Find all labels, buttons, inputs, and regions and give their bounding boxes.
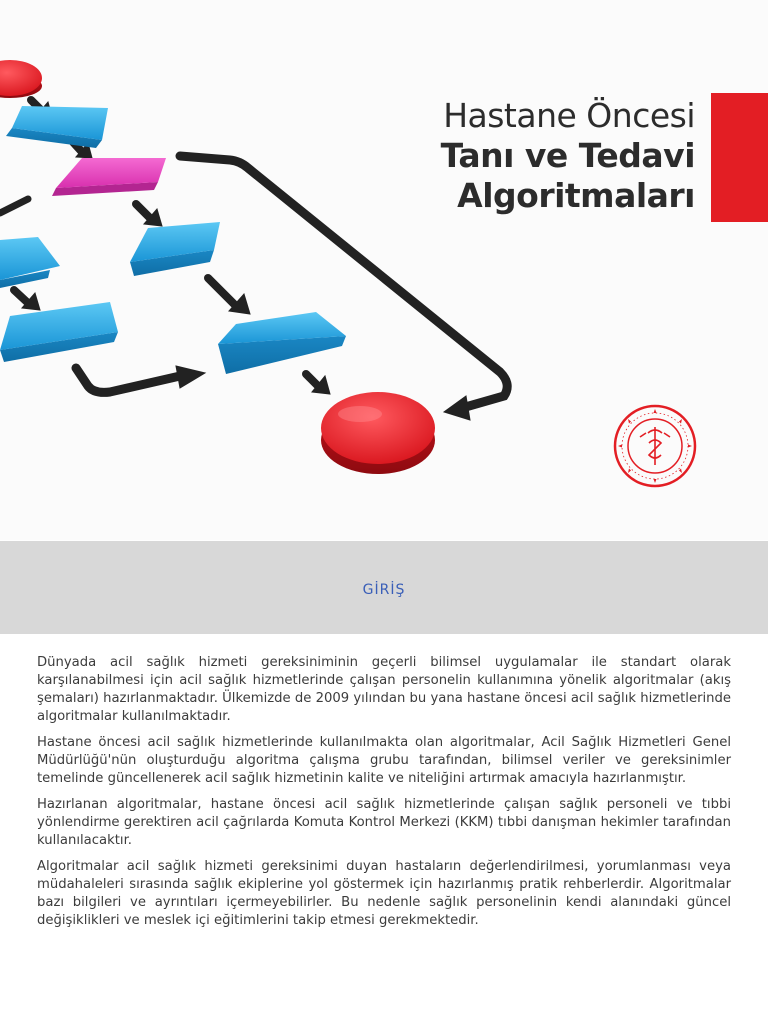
cover-title — [441, 96, 695, 216]
end-terminal — [321, 392, 435, 474]
accent-bar — [711, 93, 768, 222]
process-box-4 — [0, 302, 118, 362]
process-box-1 — [6, 106, 108, 148]
intro-paragraph: Algoritmalar acil sağlık hizmeti gereksinimi duyan hastaların değerlendirilmesi, yorumlanması veya müdahaleleri sırasında sağlık ekiplerine yol göstermek için hazırlanmış pratik rehberlerdir. Algoritmalar bazı bilgileri ve ayrıntıları içermeyebilirler. Bu nedenle sağlık personelinin kendi alanındaki güncel değişiklikleri ve meslek içi eğitimlerini takip etmesi gerekmektedir. — [37, 859, 731, 928]
intro-paragraph: Hastane öncesi acil sağlık hizmetlerinde kullanılmakta olan algoritmalar, Acil Sağlık Hizmetleri Genel Müdürlüğü'nün oluşturduğu algoritma çalışma grubu tarafından, bilimsel veriler ve gereksinimler temelinde güncellenerek acil sağlık hizmetinin kalite ve niteliğini artırmak amacıyla hazırlanmıştır. — [37, 735, 731, 786]
ministry-of-health-seal-icon — [612, 403, 698, 489]
title-line-3: Algoritmaları — [457, 176, 695, 215]
flow-arrows — [0, 100, 507, 420]
title-line-1: Hastane Öncesi — [443, 96, 695, 135]
title-line-2: Tanı ve Tedavi — [440, 136, 695, 175]
intro-body — [37, 654, 731, 938]
section-heading: GİRİŞ — [362, 582, 406, 598]
process-box-3 — [130, 222, 220, 276]
start-terminal — [0, 60, 42, 98]
process-box-2 — [0, 237, 60, 288]
decision-box — [52, 158, 166, 196]
intro-paragraph: Dünyada acil sağlık hizmeti gereksiniminin geçerli bilimsel uygulamalar ile standart olarak karşılanabilmesi için acil sağlık hizmetlerinde çalışan personelin kullanımına yönelik algoritmalar (akış şemaları) hazırlanmaktadır. Ülkemizde de 2009 yılından bu yana hastane öncesi acil sağlık hizmetlerinde algoritmalar kullanılmaktadır. — [37, 655, 731, 724]
intro-paragraph: Hazırlanan algoritmalar, hastane öncesi acil sağlık hizmetlerinde çalışan sağlık personeli ve tıbbi yönlendirme gerektiren acil çağrılarda Komuta Kontrol Merkezi (KKM) tıbbi danışman hekimler tarafından kullanılacaktır. — [37, 797, 731, 848]
process-box-5 — [218, 312, 346, 374]
